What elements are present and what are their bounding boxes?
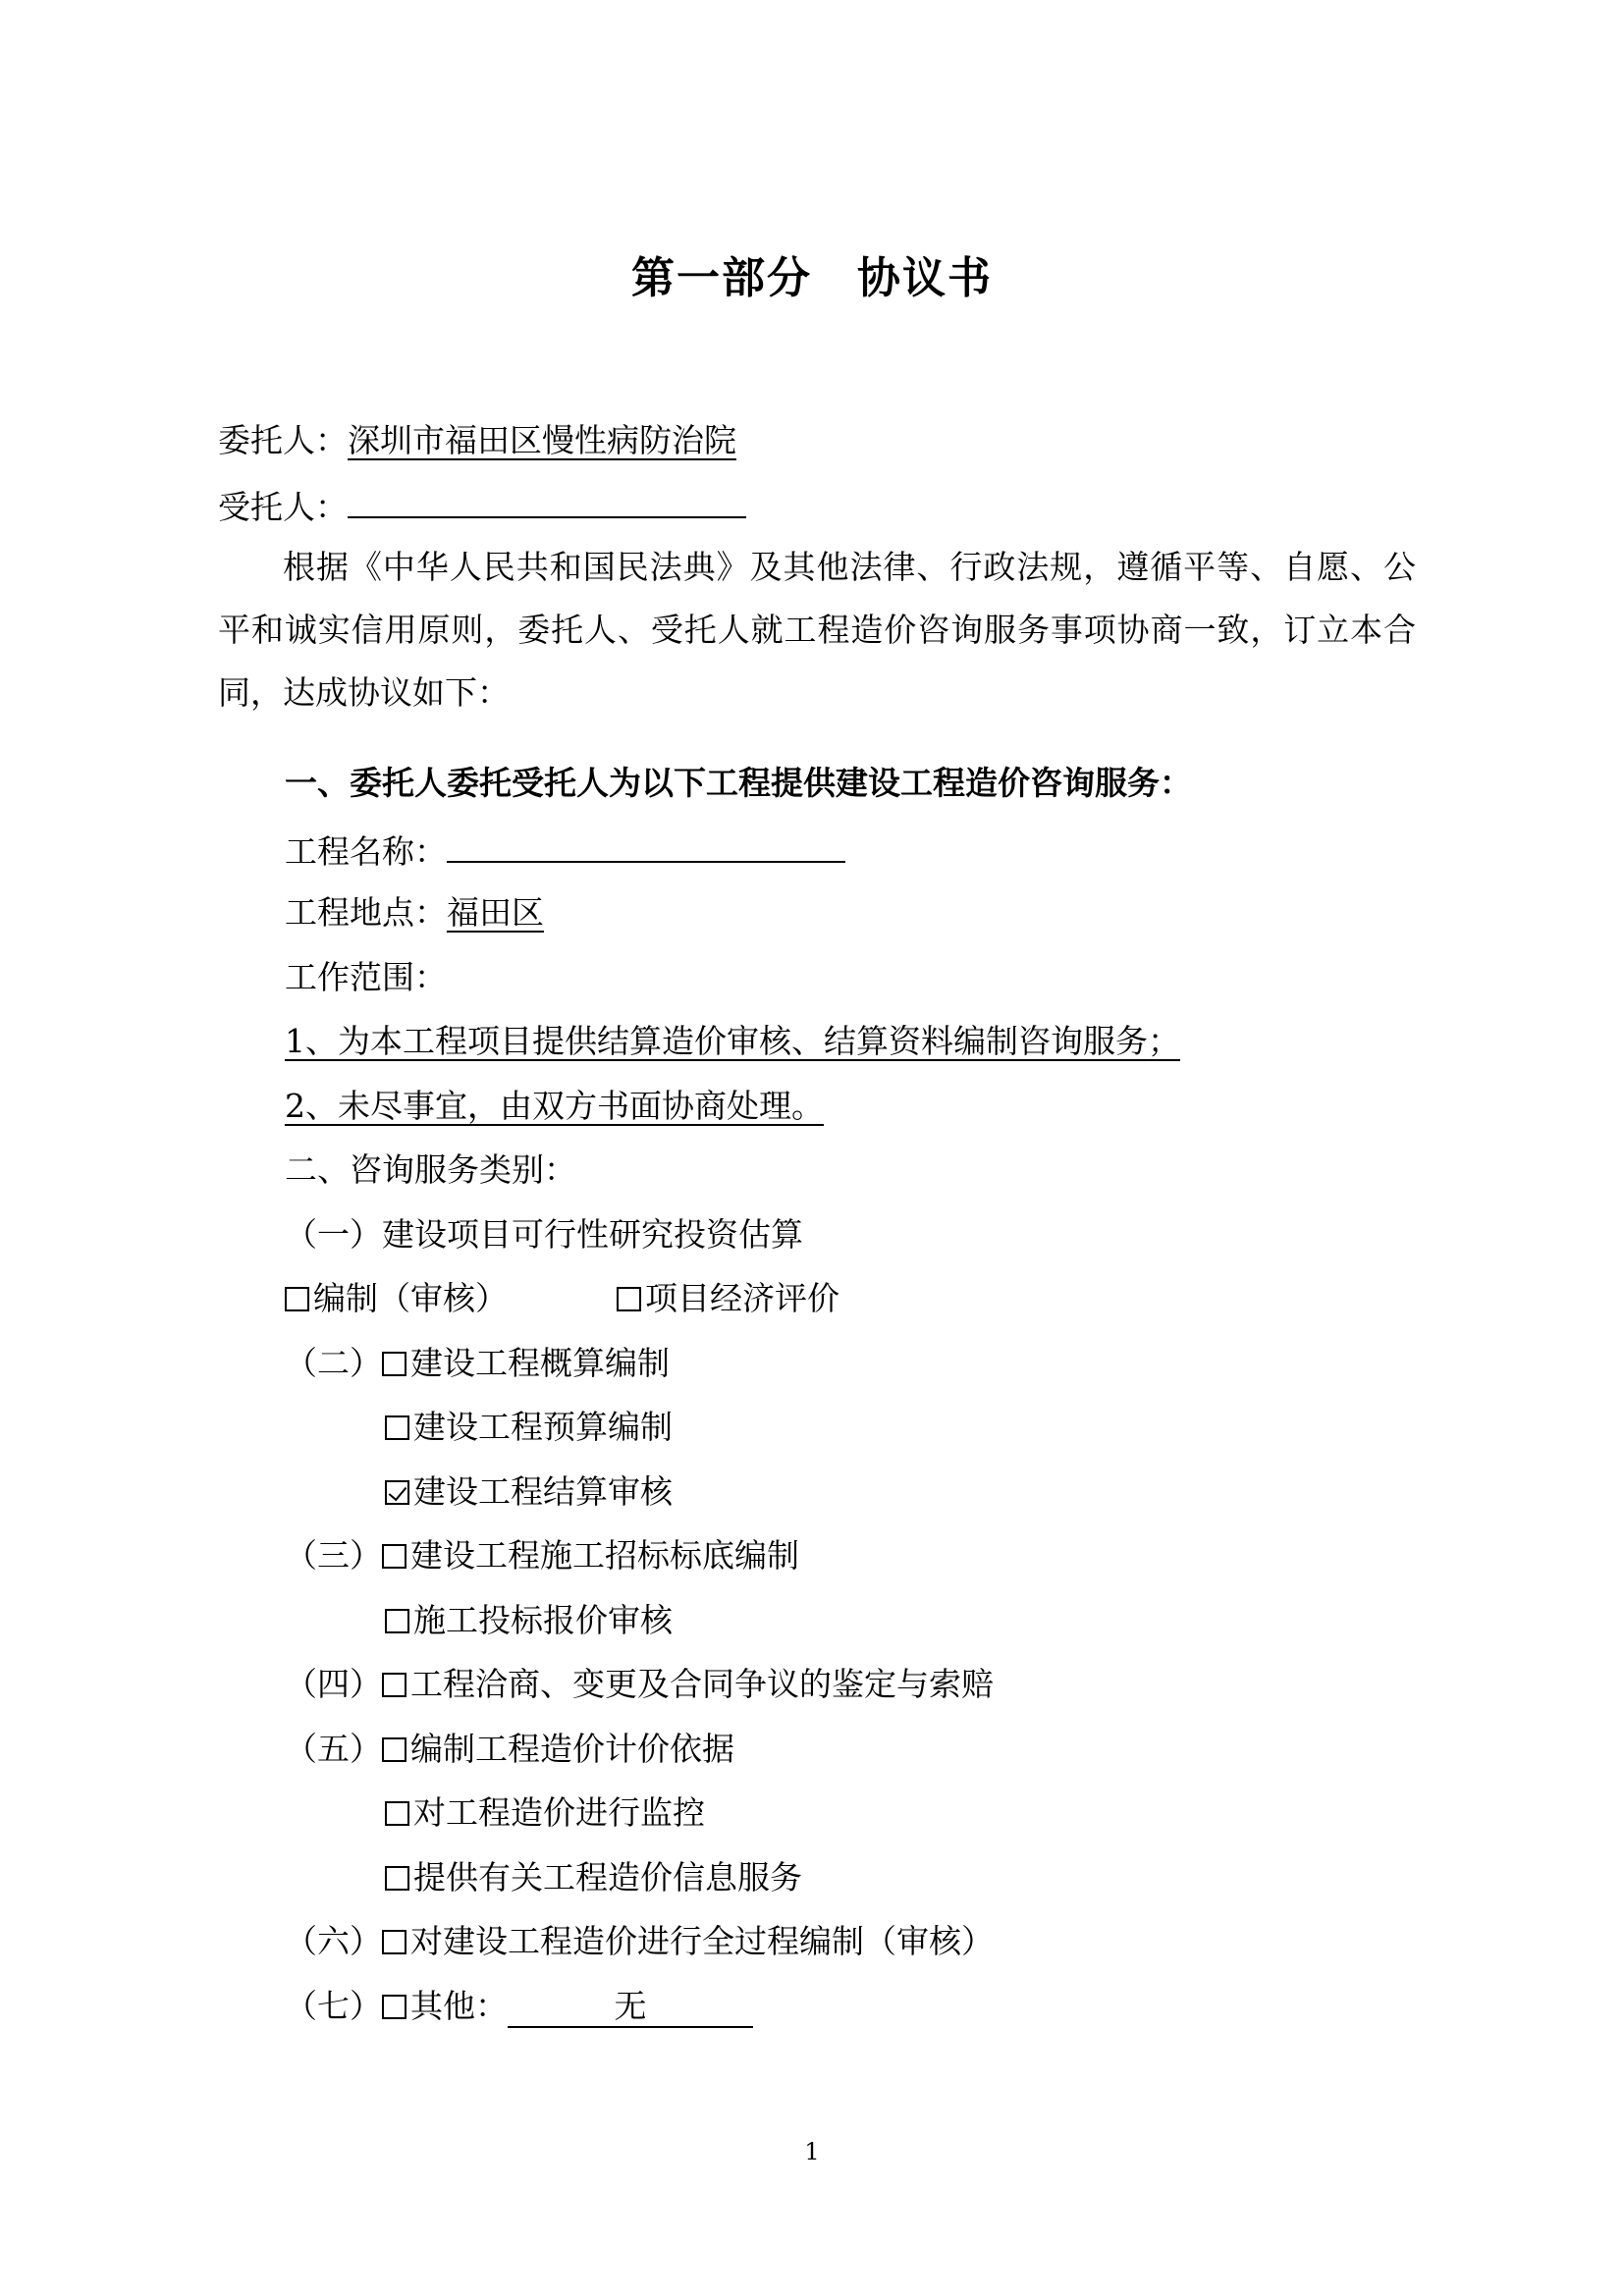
agent-blank xyxy=(348,483,746,518)
checkbox-icon[interactable] xyxy=(385,1866,409,1891)
group-prefix: （六） xyxy=(285,1922,382,1960)
scope-item-1: 1、为本工程项目提供结算造价审核、结算资料编制咨询服务； xyxy=(285,1022,1180,1060)
group7-option-1 xyxy=(285,1985,753,2028)
group-prefix: （二） xyxy=(285,1344,382,1382)
option-label: 提供有关工程造价信息服务 xyxy=(413,1858,802,1896)
section2-heading: 二、咨询服务类别： xyxy=(285,1150,576,1189)
client-label: 委托人： xyxy=(218,421,348,459)
intro-paragraph: 根据《中华人民共和国民法典》及其他法律、行政法规，遵循平等、自愿、公平和诚实信用原则，委托人、受托人就工程造价咨询服务事项协商一致，订立本合同，达成协议如下： xyxy=(218,548,1416,712)
group-prefix: （七） xyxy=(285,1987,382,2025)
client-value: 深圳市福田区慢性病防治院 xyxy=(348,421,736,459)
group2-option-1 xyxy=(285,1342,670,1385)
option-label: 建设工程预算编制 xyxy=(413,1408,673,1446)
option-label: 建设工程结算审核 xyxy=(413,1472,673,1511)
option-label: 对工程造价进行监控 xyxy=(413,1793,705,1832)
checked-checkbox-icon[interactable] xyxy=(385,1480,409,1505)
project-name-label: 工程名称： xyxy=(285,832,447,871)
section1-heading: 一、委托人委托受托人为以下工程提供建设工程造价咨询服务： xyxy=(285,764,1192,802)
checkbox-icon[interactable] xyxy=(617,1287,641,1311)
project-location-label: 工程地点： xyxy=(285,893,447,932)
scope-label: 工作范围： xyxy=(285,958,447,996)
option-label: 编制（审核） xyxy=(313,1279,508,1317)
option-label: 建设工程概算编制 xyxy=(410,1344,670,1382)
project-location-line xyxy=(285,891,544,934)
option-label: 编制工程造价计价依据 xyxy=(410,1730,734,1768)
project-name-blank xyxy=(447,828,845,863)
group5-option-1 xyxy=(285,1728,734,1771)
checkbox-icon[interactable] xyxy=(382,1995,406,2019)
option-label: 项目经济评价 xyxy=(645,1279,839,1317)
checkbox-icon[interactable] xyxy=(385,1801,409,1826)
project-location-value: 福田区 xyxy=(447,893,544,932)
page-number: 1 xyxy=(804,2138,820,2165)
option-label: 对建设工程造价进行全过程编制（审核） xyxy=(410,1922,994,1960)
agent-label: 受托人： xyxy=(218,488,348,526)
option-label: 其他： xyxy=(410,1987,508,2025)
group4-option-1 xyxy=(285,1663,994,1706)
group1-options xyxy=(285,1277,508,1320)
checkbox-icon[interactable] xyxy=(382,1544,406,1569)
project-name-line xyxy=(285,828,845,874)
client-line xyxy=(218,419,736,462)
group2-option-3 xyxy=(385,1470,673,1514)
option-label: 施工投标报价审核 xyxy=(413,1601,673,1639)
group3-option-1 xyxy=(285,1534,799,1577)
checkbox-icon[interactable] xyxy=(385,1415,409,1440)
agent-line xyxy=(218,483,746,529)
group-prefix: （三） xyxy=(285,1536,382,1575)
checkbox-icon[interactable] xyxy=(382,1352,406,1376)
group5-option-2 xyxy=(385,1791,705,1835)
checkbox-icon[interactable] xyxy=(382,1673,406,1697)
group5-option-3 xyxy=(385,1856,802,1899)
group6-option-1 xyxy=(285,1920,994,1963)
scope-item-2: 2、未尽事宜，由双方书面协商处理。 xyxy=(285,1087,824,1125)
group-prefix: （四） xyxy=(285,1665,382,1703)
group3-option-2 xyxy=(385,1599,673,1642)
option-label: 工程洽商、变更及合同争议的鉴定与索赔 xyxy=(410,1665,994,1703)
group-prefix: （五） xyxy=(285,1730,382,1768)
group2-option-2 xyxy=(385,1406,673,1449)
checkbox-icon[interactable] xyxy=(382,1737,406,1762)
checkbox-icon[interactable] xyxy=(385,1609,409,1633)
checkbox-icon[interactable] xyxy=(382,1930,406,1954)
option-label: 建设工程施工招标标底编制 xyxy=(410,1536,799,1575)
checkbox-icon[interactable] xyxy=(285,1287,309,1311)
group1-option-2 xyxy=(617,1277,839,1320)
page-title: 第一部分 协议书 xyxy=(631,253,993,303)
other-value: 无 xyxy=(508,1987,753,2028)
group1-label: （一）建设项目可行性研究投资估算 xyxy=(285,1215,803,1254)
